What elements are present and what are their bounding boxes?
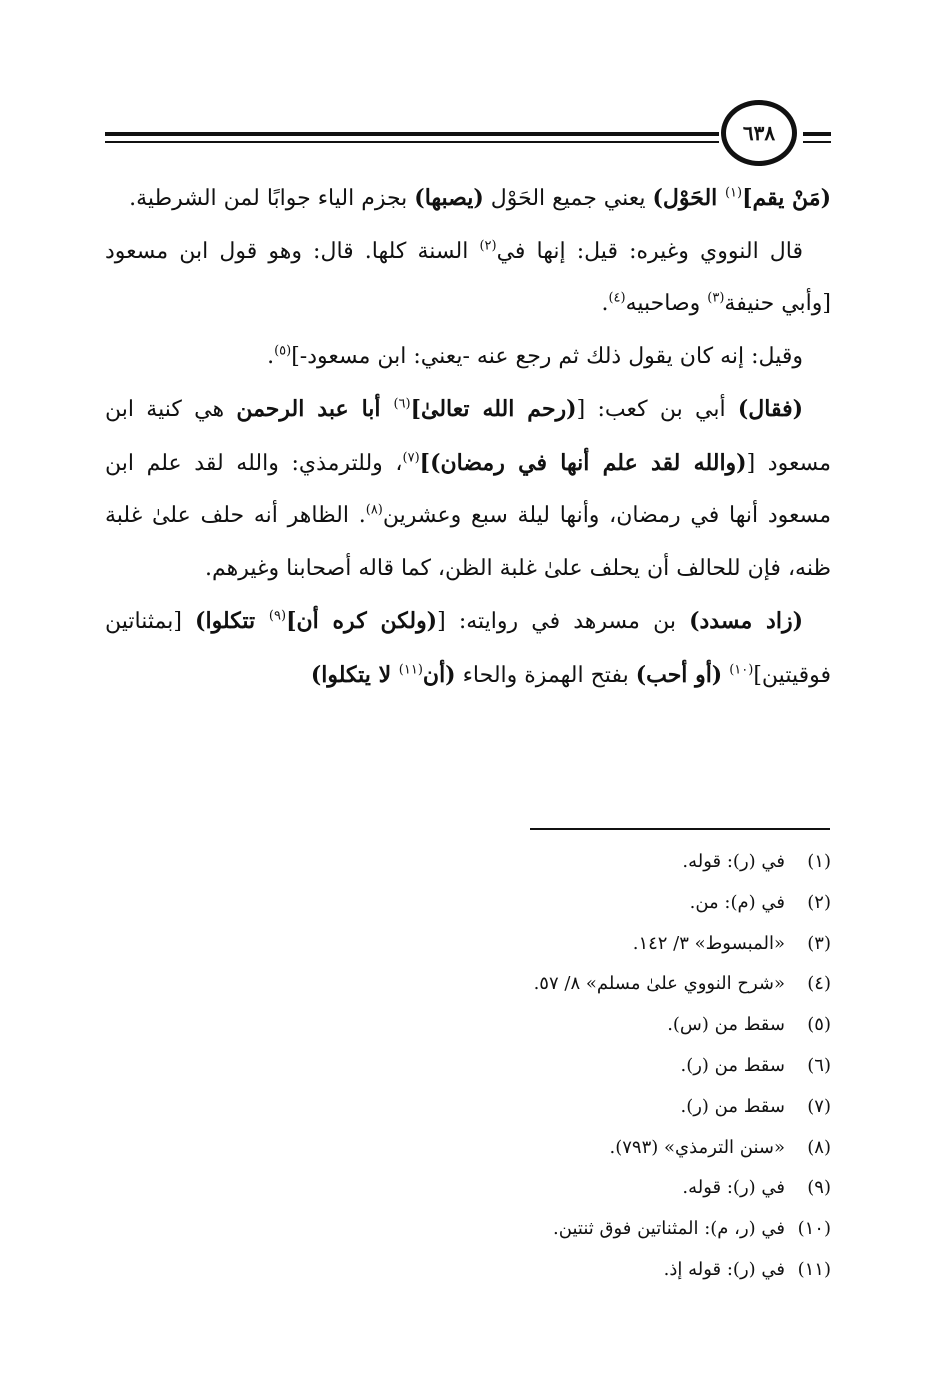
footnote-number: (٧) [807,1095,831,1117]
footnote-ref: (٩) [268,608,287,624]
footnote-text: في (ر): قوله. [682,1177,785,1199]
quoted-text: أبا عبد الرحمن [236,396,394,422]
commentary-text: السنة كلها. قال: وهو قول ابن مسعود [وأبي حنيفة [105,238,831,316]
commentary-text: بفتح الهمزة والحاء [455,662,636,688]
paragraph-2 [105,226,831,331]
footnote-number: (١١) [797,1258,831,1280]
footnote-item [105,1250,831,1291]
quoted-text: (فقال) [737,396,804,422]
footnote-number: (٣) [807,932,831,954]
footnote-item [105,1168,831,1209]
commentary-text: هي كنية ابن مسعود [ [105,397,831,476]
page-number: ٦٣٨ [721,100,797,166]
commentary-text: [بمثناتين فوقيتين] [105,609,831,688]
footnote-text: في (ر، م): المثناتين فوق ثنتين. [553,1218,785,1240]
footnote-text: في (م): من. [689,891,785,913]
quoted-text: (ولكن كره أن] [286,608,438,634]
footnote-item [105,964,831,1005]
footnote-text: سقط من (ر). [680,1095,785,1117]
footnote-number: (٤) [807,973,831,995]
commentary-text: . [601,291,609,316]
footnote-text: سقط من (ر). [680,1054,785,1076]
quoted-text: (زاد مسدد) [689,608,803,634]
commentary-text: يعني جميع الحَوْل [483,186,653,211]
footnote-item [105,1087,831,1128]
footnote-number: (١) [807,851,831,872]
footnote-separator [530,828,830,830]
commentary-text: ، وللترمذي: والله لقد علم ابن مسعود أنها في رمضان، وأنها ليلة سبع وعشرين [105,450,832,528]
header-rule-thick [105,132,719,136]
footnote-ref: (١١) [398,662,423,678]
commentary-text: بن مسرهد في روايته: [ [437,609,690,634]
footnote-number: (٩) [807,1177,831,1199]
footnote-number: (٦) [807,1054,831,1076]
main-text [105,172,831,702]
footnotes [105,842,831,1291]
commentary-text: وصاحبيه [625,291,708,316]
page-header [105,100,831,170]
quoted-text: تتكلوا) [195,608,269,634]
footnote-item [105,1209,831,1250]
commentary-text: قال النووي وغيره: قيل: إنها في [496,238,803,264]
paragraph-4 [105,383,831,595]
footnote-item [105,1128,831,1169]
commentary-text: أبي بن كعب: [ [576,397,738,422]
footnote-text: سقط من (س). [667,1014,785,1036]
header-rule-right-thin [803,141,831,143]
paragraph-3 [105,331,831,384]
quoted-text: (رحم الله تعالىٰ] [410,396,577,422]
footnote-item [105,924,831,965]
header-rule-right-thick [803,132,831,136]
commentary-text: . الظاهر أنه حلف علىٰ غلبة ظنه، فإن للحالف أن يحلف علىٰ غلبة الظن، كما قاله أصحابنا وغيرهم. [105,503,831,581]
footnote-ref: (٦) [393,396,411,412]
paragraph-5 [105,595,831,702]
footnote-number: (٥) [807,1014,831,1036]
footnote-ref: (٤) [608,290,626,306]
quoted-text: (مَنْ يقم] [742,185,831,211]
footnote-ref: (٨) [365,502,383,518]
quoted-text: (أو أحب) [635,661,723,688]
commentary-text: بجزم الياء جوابًا لمن الشرطية. [129,186,415,211]
header-rule-thin [105,141,719,143]
footnote-number: (١٠) [797,1218,831,1240]
footnote-ref: (٣) [707,290,725,306]
footnote-item [105,1046,831,1087]
commentary-text: . [267,343,275,369]
footnote-ref: (١) [724,185,743,201]
footnote-item [105,883,831,924]
quoted-text: لا يتكلوا) [310,661,399,688]
quoted-text: (والله لقد علم أنها في رمضان)] [419,449,747,476]
footnote-ref: (١٠) [729,662,754,678]
footnote-text: «المبسوط» ٣/ ١٤٢. [632,932,785,954]
footnote-ref: (٥) [274,343,292,359]
footnote-ref: (٢) [479,238,497,254]
footnote-text: في (ر): قوله. [682,851,785,872]
footnote-number: (٨) [807,1136,831,1158]
quoted-text: الحَوْل) [652,185,725,211]
quoted-text: (أن [422,661,456,688]
footnote-text: «سنن الترمذي» (٧٩٣). [609,1136,785,1158]
paragraph-1 [105,172,831,226]
quoted-text: (يصبها) [414,185,484,211]
footnote-ref: (٧) [402,450,420,466]
footnote-item [105,1005,831,1046]
commentary-text: وقيل: إنه كان يقول ذلك ثم رجع عنه -يعني: ابن مسعود-] [291,343,803,369]
footnote-item [105,842,831,883]
footnote-text: «شرح النووي علىٰ مسلم» ٨/ ٥٧. [533,973,785,995]
footnote-number: (٢) [807,891,831,913]
footnote-text: في (ر): قوله إذ. [663,1258,785,1280]
